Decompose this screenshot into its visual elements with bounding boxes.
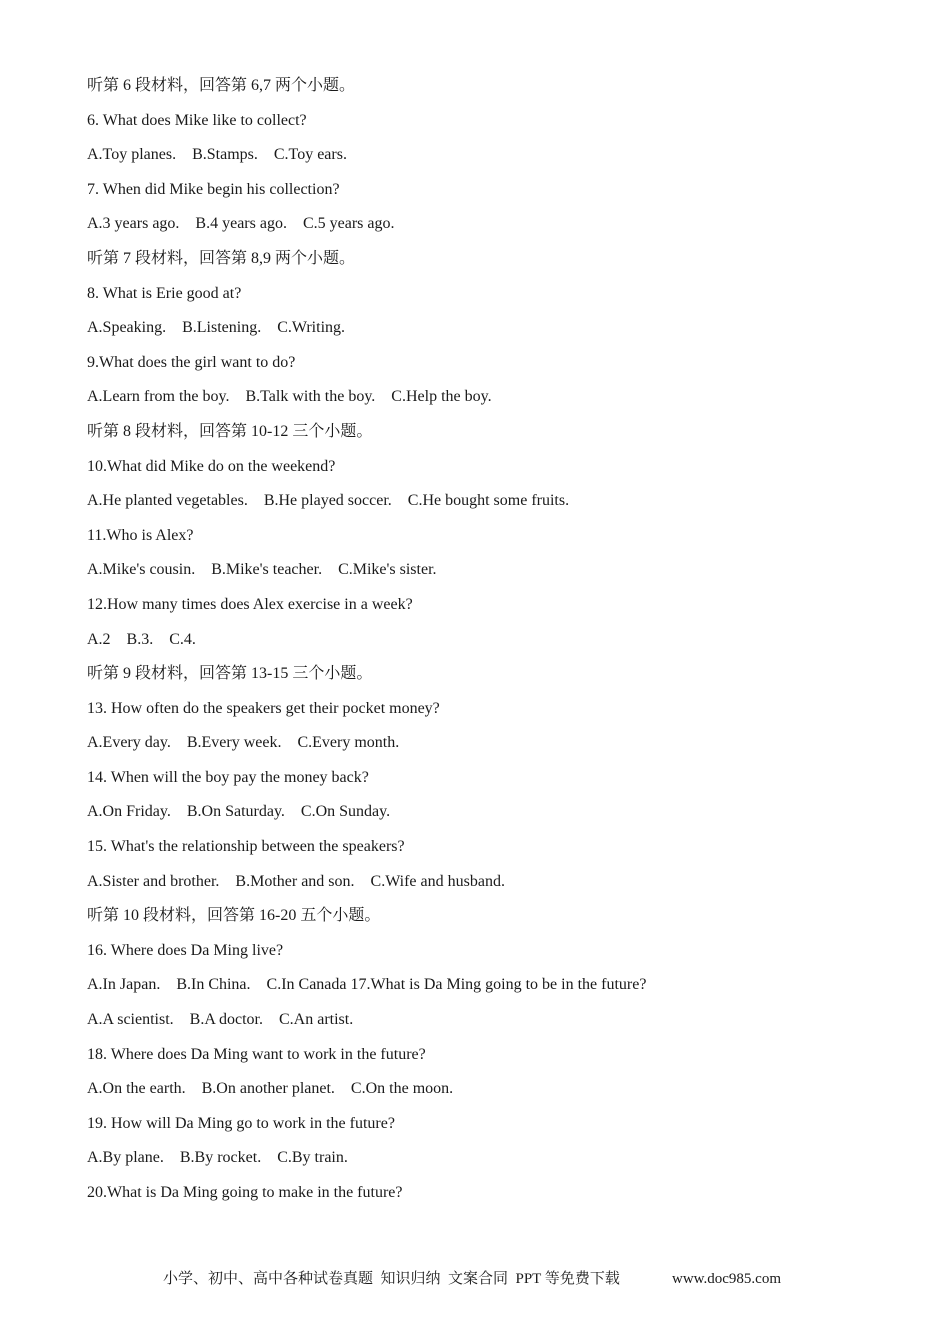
question-18: 18. Where does Da Ming want to work in the future?	[87, 1045, 426, 1063]
section-heading: 听第 10 段材料，回答第 16-20 五个小题。	[87, 907, 381, 925]
section-heading: 听第 8 段材料，回答第 10-12 三个小题。	[87, 422, 373, 440]
options-18: A.On the earth. B.On another planet. C.On the moon.	[87, 1080, 454, 1098]
question-14: 14. When will the boy pay the money back?	[87, 768, 369, 786]
footer-text: 小学、初中、高中各种试卷真题 知识归纳 文案合同 PPT 等免费下载	[163, 1271, 620, 1287]
options-13: A.Every day. B.Every week. C.Every month.	[87, 734, 400, 752]
question-8: 8. What is Erie good at?	[87, 284, 242, 302]
section-heading: 听第 7 段材料，回答第 8,9 两个小题。	[87, 249, 356, 267]
options-19: A.By plane. B.By rocket. C.By train.	[87, 1149, 348, 1167]
options-14: A.On Friday. B.On Saturday. C.On Sunday.	[87, 803, 391, 821]
options-16-question-17: A.In Japan. B.In China. C.In Canada 17.What is Da Ming going to be in the future?	[87, 976, 647, 994]
question-19: 19. How will Da Ming go to work in the future?	[87, 1114, 395, 1132]
options-9: A.Learn from the boy. B.Talk with the boy. C.Help the boy.	[87, 388, 492, 406]
options-12: A.2 B.3. C.4.	[87, 630, 196, 648]
question-11: 11.Who is Alex?	[87, 526, 194, 544]
options-6: A.Toy planes. B.Stamps. C.Toy ears.	[87, 146, 347, 164]
question-7: 7. When did Mike begin his collection?	[87, 180, 340, 198]
options-7: A.3 years ago. B.4 years ago. C.5 years ago.	[87, 215, 395, 233]
question-15: 15. What's the relationship between the speakers?	[87, 838, 405, 856]
question-13: 13. How often do the speakers get their pocket money?	[87, 699, 440, 717]
question-16: 16. Where does Da Ming live?	[87, 941, 284, 959]
question-9: 9.What does the girl want to do?	[87, 353, 296, 371]
question-12: 12.How many times does Alex exercise in a week?	[87, 595, 413, 613]
options-8: A.Speaking. B.Listening. C.Writing.	[87, 319, 346, 337]
section-heading: 听第 6 段材料，回答第 6,7 两个小题。	[87, 77, 356, 94]
document-body	[87, 72, 907, 1214]
options-10: A.He planted vegetables. B.He played soccer. C.He bought some fruits.	[87, 492, 570, 510]
options-15: A.Sister and brother. B.Mother and son. C.Wife and husband.	[87, 872, 505, 890]
question-10: 10.What did Mike do on the weekend?	[87, 457, 336, 475]
question-20: 20.What is Da Ming going to make in the future?	[87, 1184, 403, 1201]
options-17: A.A scientist. B.A doctor. C.An artist.	[87, 1011, 354, 1029]
question-6: 6. What does Mike like to collect?	[87, 111, 307, 129]
options-11: A.Mike's cousin. B.Mike's teacher. C.Mike's sister.	[87, 561, 437, 579]
section-heading: 听第 9 段材料，回答第 13-15 三个小题。	[87, 665, 373, 683]
footer-website: www.doc985.com	[672, 1271, 782, 1287]
